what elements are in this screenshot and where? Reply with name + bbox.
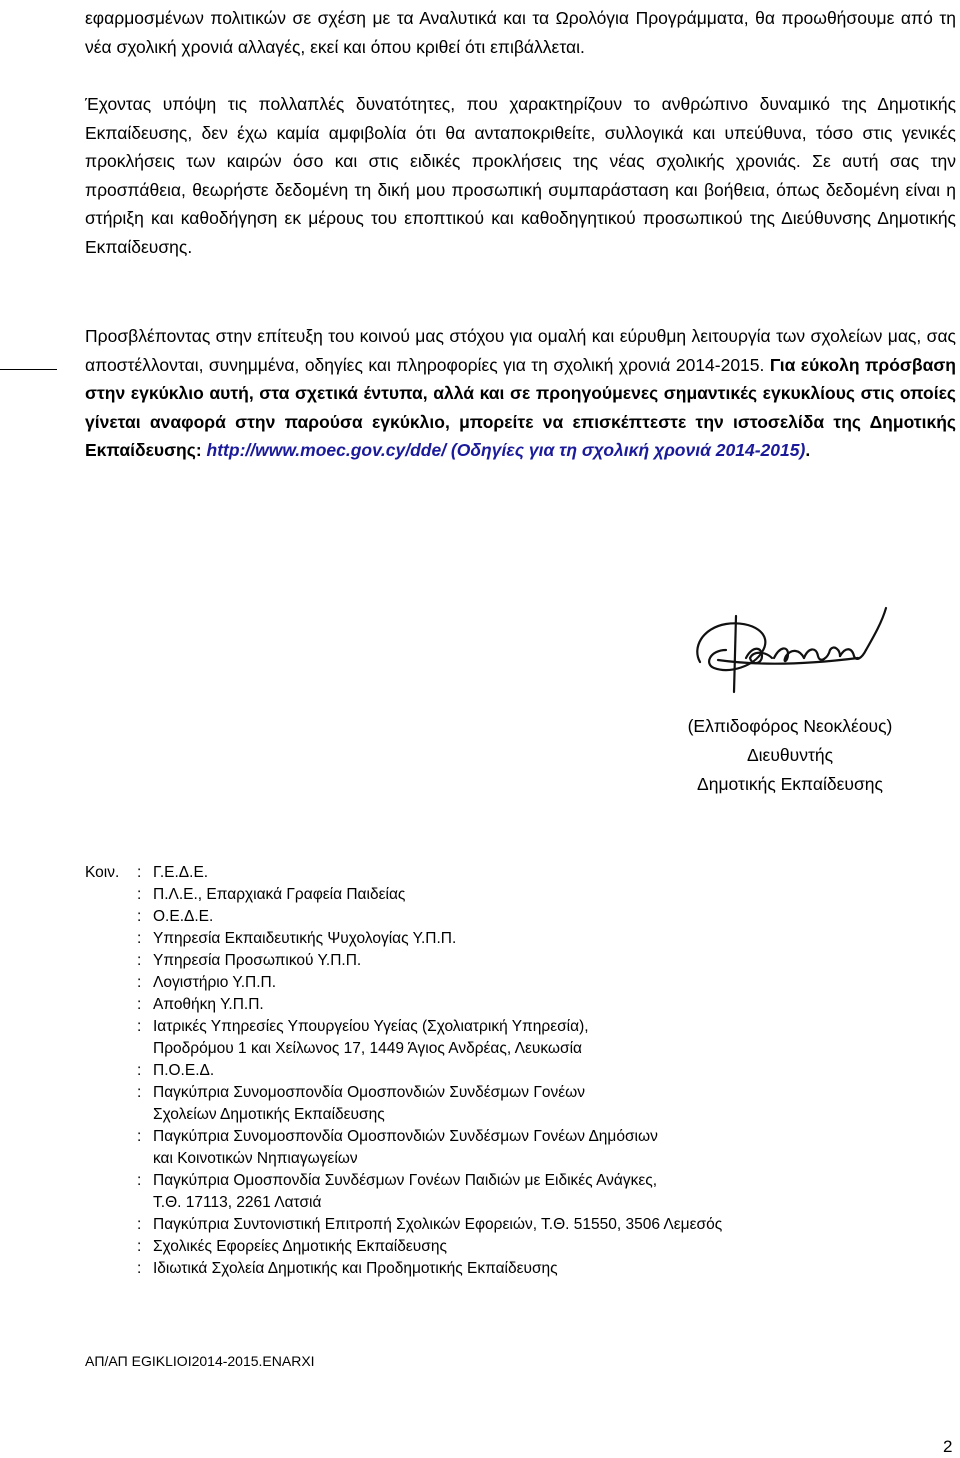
cc-entry — [85, 862, 935, 884]
cc-entry — [85, 1016, 935, 1038]
cc-colon: : — [137, 952, 142, 969]
signatory-role: Διευθυντής — [746, 745, 834, 765]
cc-colon: : — [137, 908, 142, 925]
cc-entry-text: Ιατρικές Υπηρεσίες Υπουργείου Υγείας (Σχολιατρική Υπηρεσία), — [153, 1018, 589, 1035]
cc-label — [85, 994, 137, 1016]
cc-entry-continuation: και Κοινοτικών Νηπιαγωγείων — [153, 1150, 358, 1167]
cc-label — [85, 1016, 137, 1038]
cc-label — [85, 1060, 137, 1082]
cc-colon: : — [137, 864, 142, 881]
paragraph-text: εφαρμοσμένων πολιτικών σε σχέση με τα Αναλυτικά και τα Ωρολόγια Προγράμματα, θα προωθήσουμε από τη νέα σχολική χρονιά αλλαγές, εκεί και όπου κριθεί ότι επιβάλλεται. — [85, 8, 956, 57]
cc-entry — [85, 1214, 935, 1236]
cc-entry-text: Ιδιωτικά Σχολεία Δημοτικής και Προδημοτικής Εκπαίδευσης — [153, 1260, 558, 1277]
cc-label — [85, 1236, 137, 1258]
cc-entry — [85, 972, 935, 994]
cc-entry — [85, 884, 935, 906]
cc-colon: : — [137, 930, 142, 947]
cc-colon: : — [137, 1260, 142, 1277]
cc-entry-text: Παγκύπρια Ομοσπονδία Συνδέσμων Γονέων Παιδιών με Ειδικές Ανάγκες, — [153, 1172, 658, 1189]
signatory-department: Δημοτικής Εκπαίδευσης — [697, 774, 883, 794]
paragraph-end: . — [805, 440, 811, 460]
cc-entry-text: Σχολικές Εφορείες Δημοτικής Εκπαίδευσης — [153, 1238, 447, 1255]
cc-colon: : — [137, 1084, 142, 1101]
cc-entry-text: Ο.Ε.Δ.Ε. — [153, 908, 214, 925]
cc-entry-text: Υπηρεσία Προσωπικού Υ.Π.Π. — [153, 952, 362, 969]
paragraph-bold-text: Για εύκολη πρόσβαση στην εγκύκλιο αυτή, στα σχετικά έντυπα, αλλά και σε προηγούμενες σημαντικές εγκυκλίους στις οποίες γίνεται αναφορά στην παρούσα εγκύκλιο, μπορείτε να επισκέπτεστε την ιστοσελίδα της Δημοτικής Εκπαίδευσης: — [85, 354, 956, 460]
cc-label — [85, 906, 137, 928]
cc-entry — [85, 1082, 935, 1104]
cc-label — [85, 884, 137, 906]
cc-entry — [85, 1258, 935, 1280]
cc-entry-text: Αποθήκη Υ.Π.Π. — [153, 996, 264, 1013]
cc-entry-text: Π.Λ.Ε., Επαρχιακά Γραφεία Παιδείας — [153, 886, 406, 903]
signature-icon — [690, 600, 895, 700]
cc-entry-text: Λογιστήριο Υ.Π.Π. — [153, 974, 277, 991]
signature-block — [660, 712, 920, 799]
cc-label — [85, 972, 137, 994]
cc-entry-continuation: Σχολείων Δημοτικής Εκπαίδευσης — [153, 1106, 385, 1123]
cc-entry — [85, 1126, 935, 1148]
cc-entry-text: Παγκύπρια Συντονιστική Επιτροπή Σχολικών Εφορειών, Τ.Θ. 51550, 3506 Λεμεσός — [153, 1216, 723, 1233]
cc-label — [85, 1082, 137, 1104]
cc-label — [85, 1170, 137, 1192]
cc-entry-text: Γ.Ε.Δ.Ε. — [153, 864, 209, 881]
paragraph-text: Έχοντας υπόψη τις πολλαπλές δυνατότητες, που χαρακτηρίζουν το ανθρώπινο δυναμικό της Δημοτικής Εκπαίδευσης, δεν έχω καμία αμφιβολία ότι θα ανταποκριθείτε, συλλογικά και υπεύθυνα, τόσο στις γενικές προκλήσεις των καιρών όσο και στις ειδικές προκλήσεις της νέας σχολικής χρονιάς. Σε αυτή σας την προσπάθεια, θεωρήστε δεδομένη τη δική μου προσωπική συμπαράσταση και βοήθεια, όπως δεδομένη είναι η στήριξη και καθοδήγηση εκ μέρους του εποπτικού και καθοδηγητικού προσωπικού της Διεύθυνσης Δημοτικής Εκπαίδευσης. — [85, 94, 956, 257]
cc-entry-text: Παγκύπρια Συνομοσπονδία Ομοσπονδιών Συνδέσμων Γονέων Δημόσιων — [153, 1128, 658, 1145]
cc-label — [85, 928, 137, 950]
paragraph-policy-changes — [85, 4, 956, 61]
cc-colon: : — [137, 1018, 142, 1035]
cc-entry-text: Υπηρεσία Εκπαιδευτικής Ψυχολογίας Υ.Π.Π. — [153, 930, 457, 947]
page-number: 2 — [943, 1437, 953, 1456]
cc-entry — [85, 1060, 935, 1082]
cc-label — [85, 1126, 137, 1148]
cc-colon: : — [137, 1062, 142, 1079]
document-code: ΑΠ/ΑΠ EGIKLIOI2014-2015.ENARXI — [85, 1353, 315, 1369]
cc-entry-continuation: Τ.Θ. 17113, 2261 Λατσιά — [153, 1194, 322, 1211]
cc-colon: : — [137, 1216, 142, 1233]
cc-colon: : — [137, 996, 142, 1013]
cc-colon: : — [137, 1128, 142, 1145]
cc-label: Κοιν. — [85, 864, 120, 881]
cc-label — [85, 1214, 137, 1236]
cc-entry — [85, 1170, 935, 1192]
cc-entry — [85, 906, 935, 928]
cc-colon: : — [137, 974, 142, 991]
paragraph-instructions — [85, 322, 956, 465]
cc-entry — [85, 994, 935, 1016]
paragraph-support — [85, 90, 956, 261]
cc-label — [85, 1258, 137, 1280]
cc-label — [85, 950, 137, 972]
margin-rule — [0, 369, 57, 370]
cc-entry — [85, 950, 935, 972]
cc-colon: : — [137, 1172, 142, 1189]
cc-entry-continuation: Προδρόμου 1 και Χείλωνος 17, 1449 Άγιος Ανδρέας, Λευκωσία — [153, 1040, 582, 1057]
paragraph-text: Προσβλέποντας στην επίτευξη του κοινού μας στόχου για ομαλή και εύρυθμη λειτουργία των σχολείων μας, σας αποστέλλονται, συνημμένα, οδηγίες και πληροφορίες για τη σχολική χρονιά 2014-2015. — [85, 326, 956, 375]
cc-colon: : — [137, 1238, 142, 1255]
signatory-name: (Ελπιδοφόρος Νεοκλέους) — [687, 716, 893, 736]
cc-entry — [85, 928, 935, 950]
cc-colon: : — [137, 886, 142, 903]
cc-list — [85, 862, 935, 1280]
cc-entry — [85, 1236, 935, 1258]
cc-entry-text: Π.Ο.Ε.Δ. — [153, 1062, 215, 1079]
website-link[interactable]: http://www.moec.gov.cy/dde/ (Οδηγίες για τη σχολική χρονιά 2014-2015) — [206, 440, 806, 460]
cc-entry-text: Παγκύπρια Συνομοσπονδία Ομοσπονδιών Συνδέσμων Γονέων — [153, 1084, 586, 1101]
